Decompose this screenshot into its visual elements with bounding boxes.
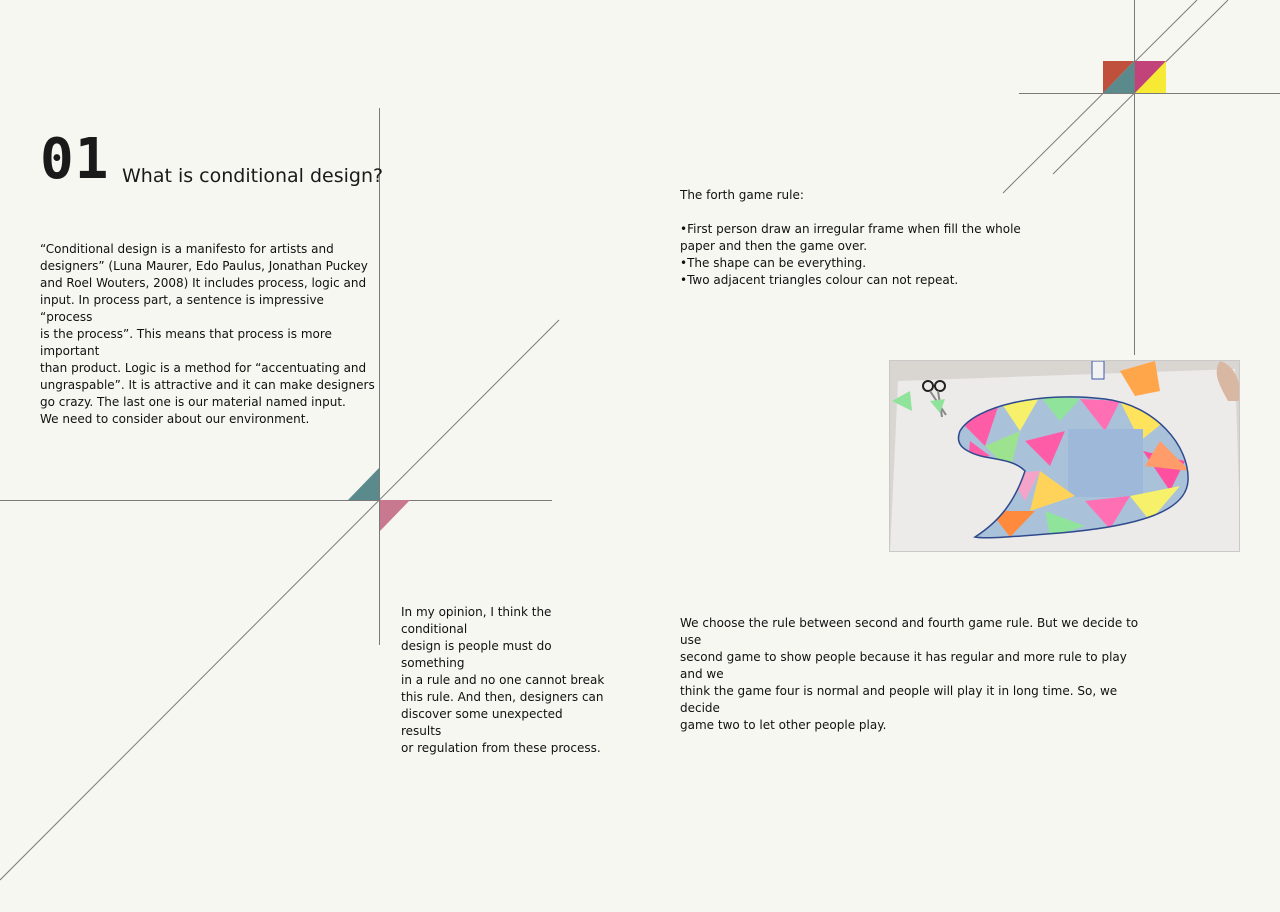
intro-line: We need to consider about our environment.: [40, 412, 310, 426]
section-title: What is conditional design?: [122, 165, 384, 187]
rule-item: •First person draw an irregular frame when fill the whole: [680, 222, 1021, 236]
rule-item: paper and then the game over.: [680, 239, 868, 253]
rule-item: •The shape can be everything.: [680, 256, 867, 270]
intro-line: is the process”. This means that process is more important: [40, 327, 332, 358]
opinion-line: this rule. And then, designers can: [401, 690, 604, 704]
choice-paragraph: [680, 615, 1150, 734]
intro-paragraph: [40, 241, 375, 428]
choice-line: We choose the rule between second and fourth game rule. But we decide to use: [680, 616, 1139, 647]
choice-line: second game to show people because it has regular and more rule to play and we: [680, 650, 1127, 681]
opinion-paragraph: [401, 604, 606, 757]
intro-line: input. In process part, a sentence is impressive “process: [40, 293, 324, 324]
intro-line: “Conditional design is a manifesto for artists and: [40, 242, 334, 256]
opinion-line: in a rule and no one cannot break: [401, 673, 605, 687]
opinion-line: design is people must do something: [401, 639, 552, 670]
opinion-line: In my opinion, I think the conditional: [401, 605, 552, 636]
rule-item: •Two adjacent triangles colour can not repeat.: [680, 273, 959, 287]
rule-list: [680, 221, 1020, 289]
opinion-line: or regulation from these process.: [401, 741, 601, 755]
intro-line: and Roel Wouters, 2008) It includes process, logic and: [40, 276, 367, 290]
teal-triangle: [348, 468, 379, 500]
intro-line: ungraspable”. It is attractive and it can make designers: [40, 378, 375, 392]
choice-line: think the game four is normal and people will play it in long time. So, we decide: [680, 684, 1118, 715]
pink-triangle: [380, 500, 410, 531]
intro-line: go crazy. The last one is our material named input.: [40, 395, 346, 409]
choice-line: game two to let other people play.: [680, 718, 887, 732]
game-result-photo: [889, 360, 1240, 552]
rule-heading: The forth game rule:: [680, 188, 804, 202]
diagonal-rule-right-1: [1003, 0, 1197, 193]
intro-line: designers” (Luna Maurer, Edo Paulus, Jonathan Puckey: [40, 259, 368, 273]
opinion-line: discover some unexpected results: [401, 707, 563, 738]
intro-line: than product. Logic is a method for “accentuating and: [40, 361, 367, 375]
section-number: 01: [40, 127, 110, 192]
